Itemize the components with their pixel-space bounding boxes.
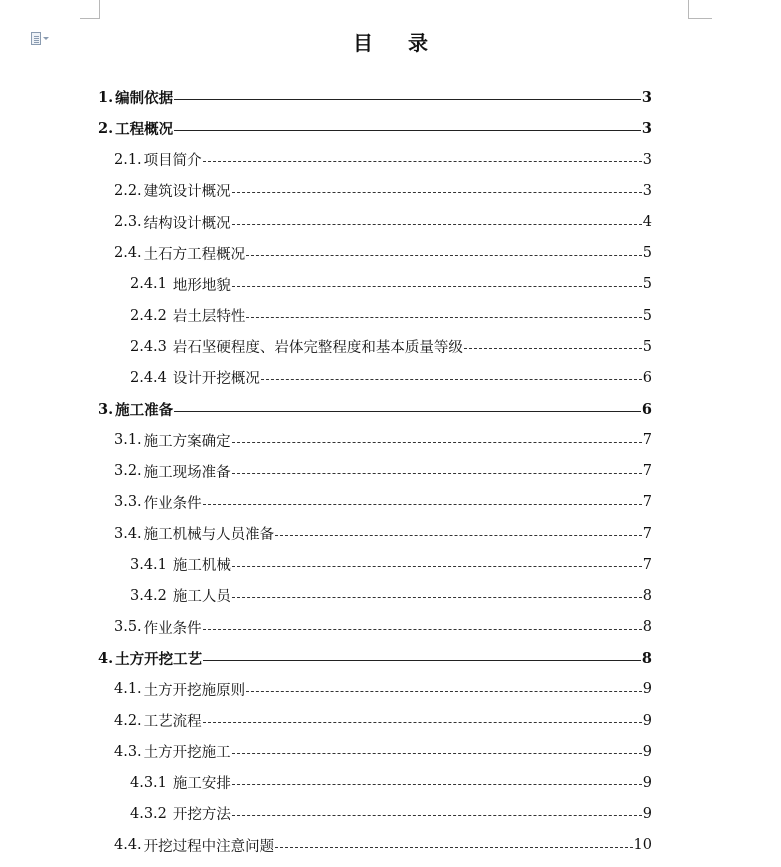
dot-leader bbox=[232, 224, 642, 225]
toc-entry-number: 4. bbox=[98, 649, 114, 667]
toc-entry-label: 工程概况 bbox=[115, 121, 174, 139]
toc-entry-page: 3 bbox=[641, 89, 652, 106]
toc-entry-label: 施工人员 bbox=[172, 589, 231, 606]
toc-entry[interactable] bbox=[114, 238, 652, 269]
toc-entry-page: 5 bbox=[642, 245, 652, 262]
toc-entry-page: 8 bbox=[641, 649, 652, 667]
toc-entry-page: 5 bbox=[642, 307, 652, 324]
toc-entry[interactable] bbox=[114, 144, 652, 175]
toc-entry[interactable] bbox=[130, 362, 652, 393]
toc-entry-page: 3 bbox=[642, 151, 652, 168]
toc-entry-number: 4.3.2 bbox=[130, 805, 167, 822]
dot-leader bbox=[203, 722, 642, 723]
toc-entry-label: 施工方案确定 bbox=[143, 433, 231, 450]
toc-entry-page: 9 bbox=[642, 681, 652, 698]
dot-leader bbox=[246, 317, 641, 318]
toc-entry-label: 施工机械与人员准备 bbox=[143, 527, 275, 544]
toc-entry-label: 建筑设计概况 bbox=[143, 184, 231, 201]
dot-leader bbox=[203, 504, 642, 505]
toc-entry-number: 3.4.2 bbox=[130, 587, 167, 604]
toc-entry-page: 7 bbox=[642, 494, 652, 511]
toc-entry[interactable] bbox=[130, 300, 652, 331]
toc-entry[interactable] bbox=[130, 269, 652, 300]
toc-entry-page: 9 bbox=[642, 774, 652, 791]
toc-entry[interactable] bbox=[114, 830, 652, 861]
corner-mark-right-horizontal bbox=[688, 18, 712, 19]
toc-entry-label: 施工安排 bbox=[172, 776, 231, 793]
toc-entry-page: 9 bbox=[642, 805, 652, 822]
toc-entry-number: 3.2. bbox=[114, 463, 142, 480]
toc-entry-number: 3.1. bbox=[114, 432, 142, 449]
dot-leader bbox=[203, 161, 642, 162]
dot-leader bbox=[246, 255, 642, 256]
corner-mark-left-horizontal bbox=[80, 18, 100, 19]
toc-entry-page: 10 bbox=[633, 837, 652, 854]
toc-entry-number: 4.1. bbox=[114, 681, 142, 698]
dot-leader bbox=[203, 629, 642, 630]
toc-entry[interactable] bbox=[114, 518, 652, 549]
toc-entry[interactable] bbox=[114, 612, 652, 643]
toc-entry-page: 8 bbox=[642, 619, 652, 636]
toc-entry[interactable] bbox=[98, 113, 652, 144]
toc-entry[interactable] bbox=[130, 331, 652, 362]
toc-entry-number: 3.5. bbox=[114, 619, 142, 636]
toc-entry[interactable] bbox=[98, 394, 652, 425]
corner-mark-right-vertical bbox=[688, 0, 689, 18]
toc-entry-page: 8 bbox=[642, 587, 652, 604]
toc-entry-number: 3.4.1 bbox=[130, 556, 167, 573]
toc-entry-label: 编制依据 bbox=[115, 90, 174, 107]
toc-entry-page: 9 bbox=[642, 712, 652, 729]
toc-entry-label: 土石方工程概况 bbox=[143, 246, 246, 263]
toc-entry[interactable] bbox=[114, 736, 652, 767]
toc-entry-page: 3 bbox=[642, 182, 652, 199]
toc-entry[interactable] bbox=[114, 207, 652, 238]
toc-entry-label: 土方开挖施工 bbox=[143, 745, 231, 762]
toc-entry-label: 设计开挖概况 bbox=[172, 371, 260, 388]
toc-entry[interactable] bbox=[114, 425, 652, 456]
toc-entry-number: 1. bbox=[98, 89, 114, 106]
toc-entry-label: 开挖过程中注意问题 bbox=[143, 838, 275, 855]
toc-entry-page: 6 bbox=[642, 369, 652, 386]
toc-entry-number: 2.4. bbox=[114, 245, 142, 262]
dot-leader bbox=[232, 442, 642, 443]
corner-mark-left-vertical bbox=[99, 0, 100, 18]
dot-leader bbox=[275, 847, 632, 848]
toc-entry-page: 5 bbox=[642, 338, 652, 355]
toc-entry-page: 9 bbox=[642, 743, 652, 760]
dot-leader bbox=[232, 473, 642, 474]
toc-entry[interactable] bbox=[114, 705, 652, 736]
dot-leader bbox=[275, 535, 642, 536]
dot-leader bbox=[232, 784, 642, 785]
header-fragment bbox=[320, 0, 480, 4]
toc-entry[interactable] bbox=[130, 580, 652, 611]
toc-entry-number: 4.2. bbox=[114, 712, 142, 729]
toc-entry-page: 7 bbox=[642, 463, 652, 480]
toc-entry-label: 工艺流程 bbox=[143, 714, 202, 730]
toc-entry-label: 岩石坚硬程度、岩体完整程度和基本质量等级 bbox=[172, 340, 463, 357]
toc-entry-number: 2.2. bbox=[114, 182, 142, 199]
dot-leader bbox=[174, 130, 641, 131]
dot-leader bbox=[232, 566, 642, 567]
toc-entry-label: 施工现场准备 bbox=[143, 464, 231, 481]
toc-entry-label: 作业条件 bbox=[143, 620, 202, 637]
toc-entry-label: 土方开挖工艺 bbox=[115, 650, 203, 668]
dot-leader bbox=[232, 597, 642, 598]
dot-leader bbox=[246, 691, 642, 692]
dot-leader bbox=[232, 286, 642, 287]
toc-entry-number: 2.4.4 bbox=[130, 369, 167, 386]
toc-entry-label: 作业条件 bbox=[143, 495, 202, 512]
toc-entry-number: 2.4.2 bbox=[130, 307, 167, 324]
toc-entry-page: 7 bbox=[642, 556, 652, 573]
toc-entry[interactable] bbox=[130, 767, 652, 798]
toc-entry[interactable] bbox=[114, 674, 652, 705]
toc-entry-label: 施工准备 bbox=[115, 401, 174, 419]
toc-entry[interactable] bbox=[114, 175, 652, 206]
toc-entry-number: 4.3. bbox=[114, 743, 142, 760]
toc-entry-label: 施工机械 bbox=[172, 558, 231, 575]
dot-leader bbox=[174, 411, 641, 412]
toc-entry-number: 3.3. bbox=[114, 494, 142, 511]
toc-entry-label: 地形地貌 bbox=[172, 277, 231, 294]
toc-entry-page: 7 bbox=[642, 432, 652, 449]
dot-leader bbox=[232, 815, 642, 816]
toc-entry-page: 3 bbox=[641, 120, 652, 138]
toc-entry-number: 4.4. bbox=[114, 837, 142, 854]
toc-entry[interactable] bbox=[98, 643, 652, 674]
toc-entry-number: 2.1. bbox=[114, 151, 142, 168]
toc-entry-number: 4.3.1 bbox=[130, 774, 167, 791]
toc-entry-page: 6 bbox=[641, 400, 652, 418]
toc-entry[interactable] bbox=[114, 487, 652, 518]
dot-leader bbox=[464, 348, 642, 349]
toc-entry-number: 2.4.1 bbox=[130, 276, 167, 293]
toc-entry[interactable] bbox=[114, 456, 652, 487]
dot-leader bbox=[232, 753, 642, 754]
toc-entry-number: 2. bbox=[98, 120, 114, 138]
toc-entry-page: 4 bbox=[642, 214, 652, 231]
dot-leader bbox=[232, 192, 642, 193]
toc-entry-number: 3. bbox=[98, 400, 114, 418]
dot-leader bbox=[174, 99, 641, 100]
toc-entry-number: 2.4.3 bbox=[130, 338, 167, 355]
toc-entry-page: 7 bbox=[642, 525, 652, 542]
toc-entry-label: 结构设计概况 bbox=[143, 215, 231, 232]
toc-entry[interactable] bbox=[130, 549, 652, 580]
toc-entry-label: 土方开挖施原则 bbox=[143, 682, 246, 699]
dot-leader bbox=[261, 379, 642, 380]
toc-entry[interactable] bbox=[130, 798, 652, 829]
toc-entry-label: 项目简介 bbox=[143, 153, 202, 170]
toc-entry-page: 5 bbox=[642, 276, 652, 293]
page-title: 目 录 bbox=[353, 31, 442, 55]
toc-entry-number: 2.3. bbox=[114, 214, 142, 231]
toc-entry[interactable] bbox=[98, 82, 652, 113]
toc-entry-label: 岩土层特性 bbox=[172, 309, 246, 326]
toc-entry-label: 开挖方法 bbox=[172, 807, 231, 824]
toc-entry-number: 3.4. bbox=[114, 525, 142, 542]
dot-leader bbox=[203, 660, 641, 661]
